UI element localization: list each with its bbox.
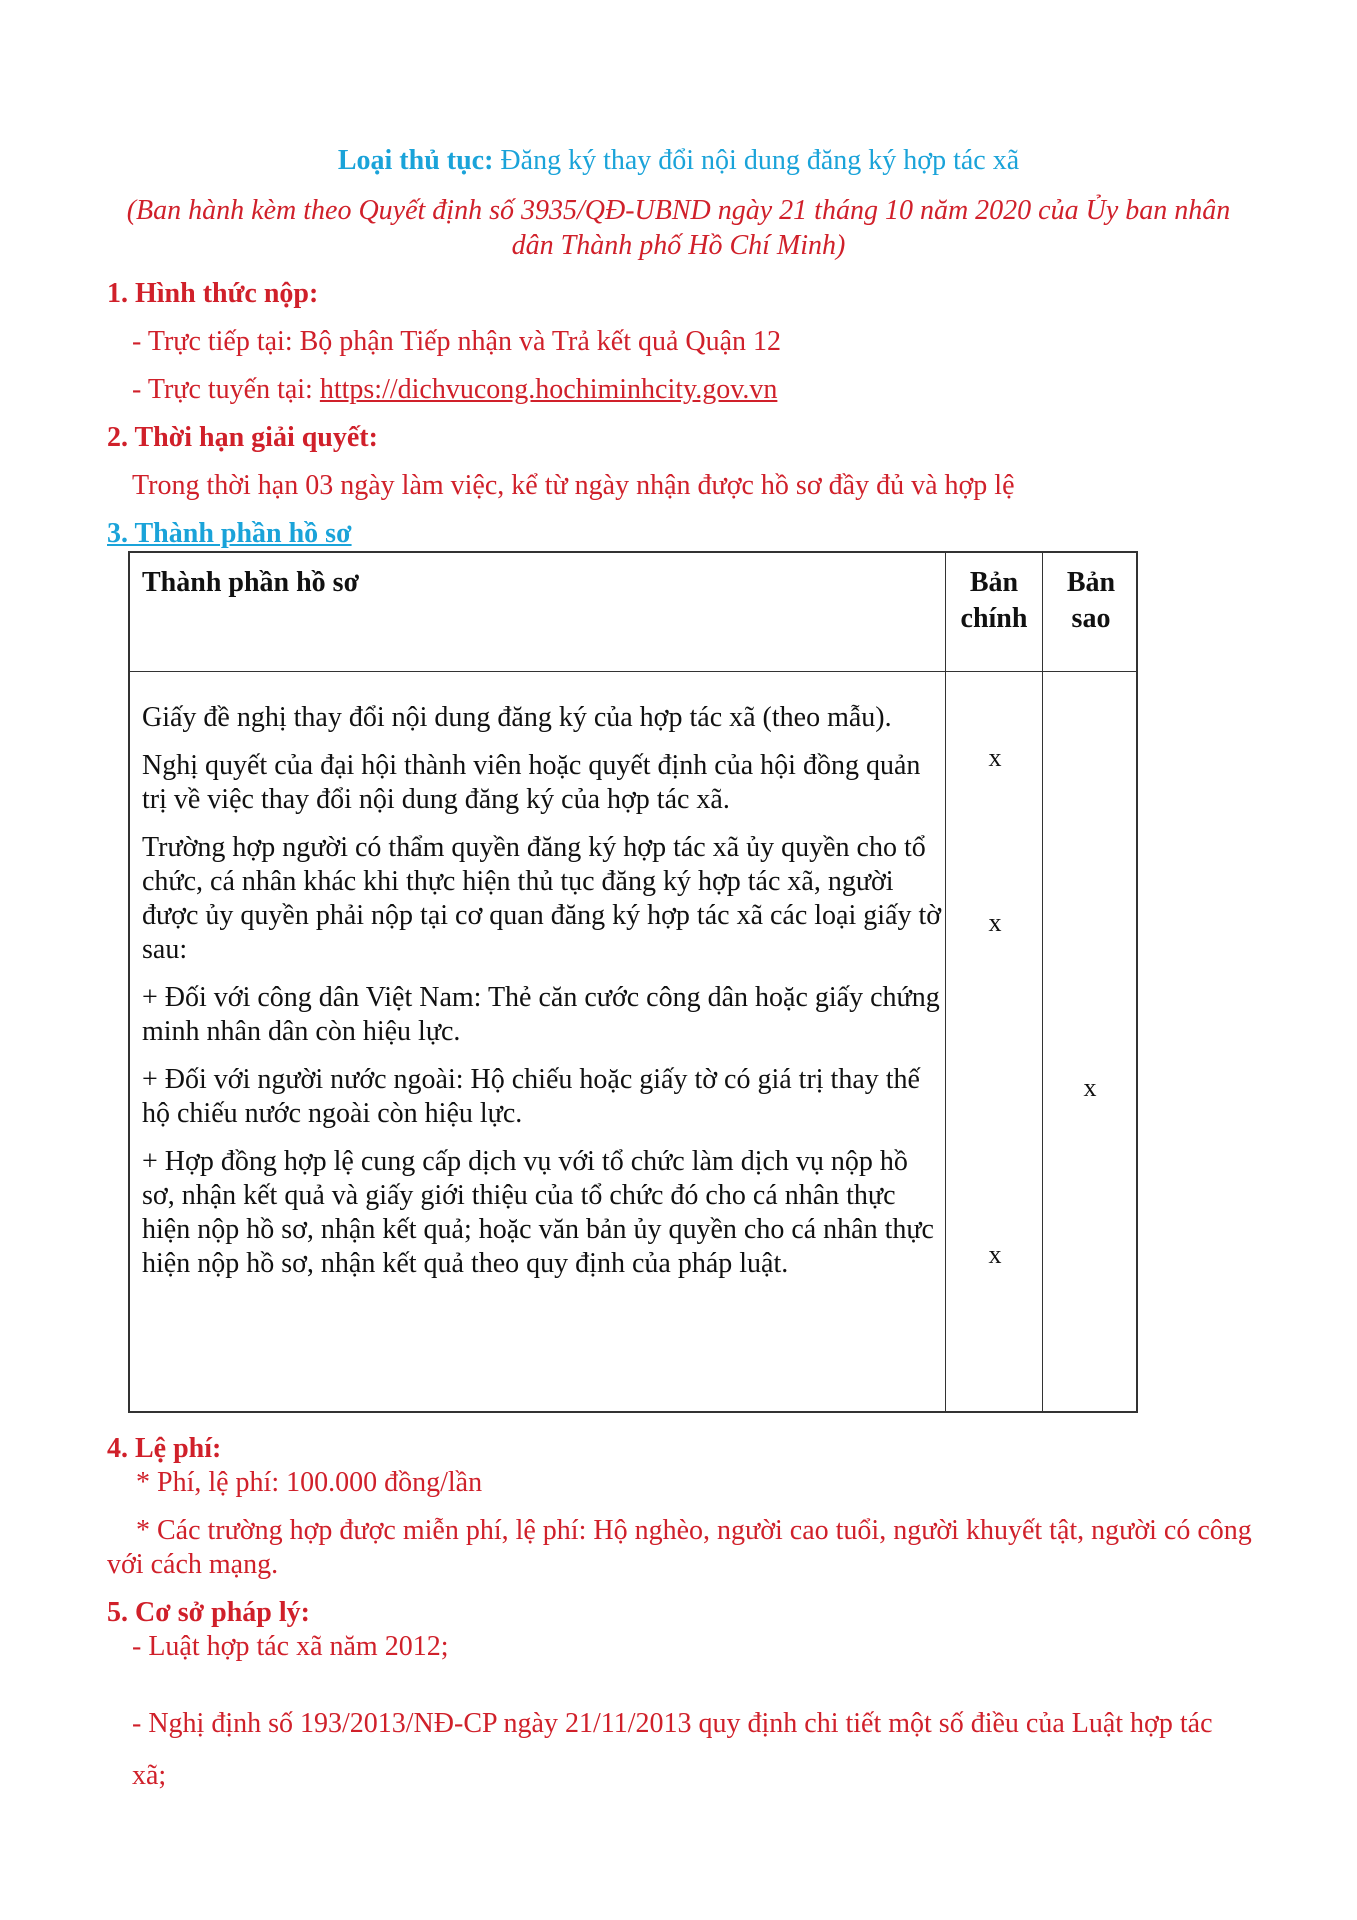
- procedure-type-text: Đăng ký thay đổi nội dung đăng ký hợp tác xã: [493, 145, 1020, 176]
- legal-basis-decree: - Nghị định số 193/2013/NĐ-CP ngày 21/11/2013 quy định chi tiết một số điều của Luật hợp tác xã;: [132, 1708, 1213, 1791]
- fee-amount: * Phí, lệ phí: 100.000 đồng/lần: [136, 1467, 483, 1498]
- original-mark: x: [988, 743, 1002, 772]
- table-divider: [1042, 553, 1043, 1411]
- original-mark: x: [988, 1240, 1002, 1269]
- table-divider: [945, 553, 946, 1411]
- table-row: + Hợp đồng hợp lệ cung cấp dịch vụ với tổ chức làm dịch vụ nộp hồ sơ, nhận kết quả và giấy giới thiệu của tổ chức đó cho cá nhân thực hiện nộp hồ sơ, nhận kết quả; hoặc văn bản ủy quyền cho cá nhân thực hiện nộp hồ sơ, nhận kết quả theo quy định của pháp luật.: [142, 1146, 934, 1279]
- column-header-copy: Bản sao: [1066, 567, 1116, 634]
- table-row: Trường hợp người có thẩm quyền đăng ký hợp tác xã ủy quyền cho tổ chức, cá nhân khác khi thực hiện thủ tục đăng ký hợp tác xã, người được ủy quyền phải nộp tại cơ quan đăng ký hợp tác xã các loại giấy tờ sau:: [142, 832, 942, 965]
- table-row: Nghị quyết của đại hội thành viên hoặc quyết định của hội đồng quản trị về việc thay đổi nội dung đăng ký của hợp tác xã.: [142, 750, 921, 815]
- online-portal-link[interactable]: https://dichvucong.hochiminhcity.gov.vn: [319, 374, 778, 405]
- dossier-table: [128, 551, 1138, 1413]
- table-row: + Đối với người nước ngoài: Hộ chiếu hoặc giấy tờ có giá trị thay thế hộ chiếu nước ngoài còn hiệu lực.: [142, 1064, 920, 1129]
- submission-direct: - Trực tiếp tại: Bộ phận Tiếp nhận và Trả kết quả Quận 12: [132, 326, 782, 357]
- original-mark: x: [988, 908, 1002, 937]
- table-row: + Đối với công dân Việt Nam: Thẻ căn cước công dân hoặc giấy chứng minh nhân dân còn hiệu lực.: [142, 982, 940, 1047]
- table-row: Giấy đề nghị thay đổi nội dung đăng ký của hợp tác xã (theo mẫu).: [142, 702, 892, 733]
- fee-exemption: * Các trường hợp được miễn phí, lệ phí: Hộ nghèo, người cao tuổi, người khuyết tật, người có công với cách mạng.: [107, 1515, 1252, 1580]
- issuance-note: (Ban hành kèm theo Quyết định số 3935/QĐ-UBND ngày 21 tháng 10 năm 2020 của Ủy ban nhân dân Thành phố Hồ Chí Minh): [126, 195, 1231, 261]
- column-header-original: Bản chính: [960, 567, 1028, 634]
- procedure-type-label: Loại thủ tục:: [337, 145, 494, 176]
- section-submission-heading: 1. Hình thức nộp:: [107, 278, 319, 309]
- deadline-text: Trong thời hạn 03 ngày làm việc, kể từ ngày nhận được hồ sơ đầy đủ và hợp lệ: [132, 470, 1015, 501]
- submission-online: [132, 373, 777, 407]
- legal-basis-law: - Luật hợp tác xã năm 2012;: [132, 1631, 449, 1662]
- column-header-documents: Thành phần hồ sơ: [142, 567, 360, 598]
- copy-mark: x: [1083, 1073, 1097, 1102]
- submission-online-prefix: - Trực tuyến tại:: [132, 374, 320, 405]
- section-deadline-heading: 2. Thời hạn giải quyết:: [107, 422, 378, 453]
- section-fee-heading: 4. Lệ phí:: [107, 1433, 222, 1464]
- section-dossier-heading: 3. Thành phần hồ sơ: [107, 518, 352, 549]
- procedure-title: [0, 144, 1357, 178]
- table-header-divider: [130, 671, 1136, 672]
- section-legal-basis-heading: 5. Cơ sở pháp lý:: [107, 1597, 310, 1628]
